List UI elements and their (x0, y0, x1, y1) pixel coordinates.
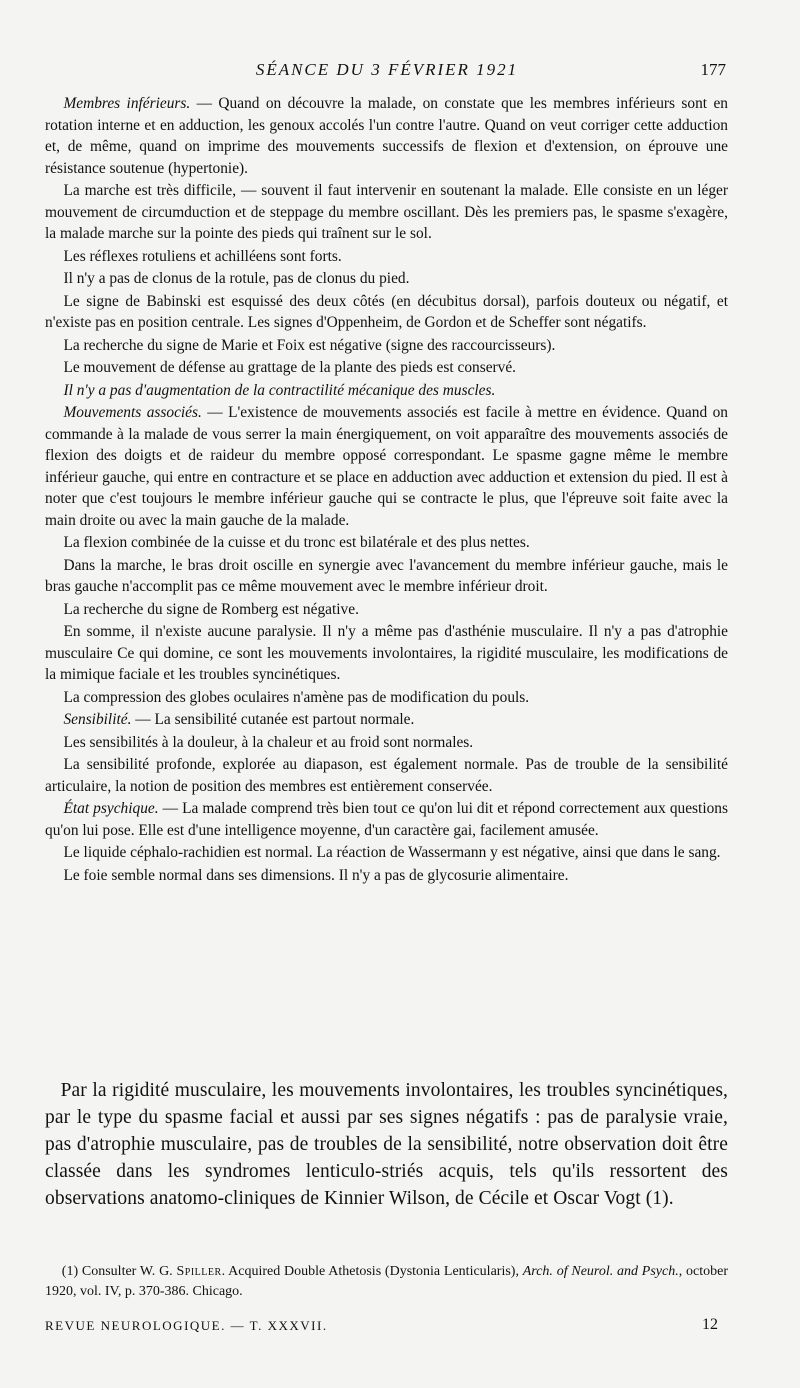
footnote-pre: (1) Consulter W. G. (61, 1264, 177, 1279)
paragraph (45, 532, 728, 554)
paragraph-lead: Sensibilité. (63, 711, 132, 728)
paragraph (45, 246, 728, 268)
paragraph (45, 842, 728, 864)
paragraph-text: Le foie semble normal dans ses dimensions. Il n'y a pas de glycosurie alimentaire. (63, 866, 569, 884)
running-title: SÉANCE DU 3 FÉVRIER 1921 (255, 60, 519, 79)
paragraph-text: Le liquide céphalo-rachidien est normal. La réaction de Wassermann y est négative, ainsi que dans le sang. (63, 844, 721, 861)
paragraph-lead: Membres inférieurs. (63, 95, 191, 112)
paragraph-text: Les réflexes rotuliens et achilléens sont forts. (63, 247, 342, 265)
paragraph (45, 402, 728, 531)
paragraph (45, 93, 728, 179)
paragraph-text: Il n'y a pas de clonus de la rotule, pas de clonus du pied. (63, 270, 410, 287)
paragraph-text: — La malade comprend très bien tout ce qu'on lui dit et répond correctement aux questions qu'on lui pose. Elle est d'une intelligence moyenne, d'un caractère gai, facilement amusée. (45, 800, 728, 839)
paragraph-text: La compression des globes oculaires n'amène pas de modification du pouls. (63, 688, 530, 706)
conclusion-paragraph (45, 1077, 728, 1212)
paragraph-text: Dans la marche, le bras droit oscille en synergie avec l'avancement du membre inférieur gauche, mais le bras gauche n'accomplit pas ce même mouvement avec le membre inférieur droit. (45, 556, 728, 595)
page-footer (45, 1318, 728, 1334)
footnote-author: Spiller (176, 1264, 222, 1279)
paragraph-text: La recherche du signe de Marie et Foix est négative (signe des raccourcisseurs). (63, 336, 556, 354)
paragraph (45, 798, 728, 841)
paragraph (45, 380, 728, 402)
paragraph-lead: État psychique. (63, 800, 159, 817)
paragraph (45, 335, 728, 357)
paragraph-text: En somme, il n'existe aucune paralysie. Il n'y a même pas d'asthénie musculaire. Il n'y a pas d'atrophie musculaire Ce qui domine, ce sont les mouvements involontaires, la rigidité musculaire, les modifications de la mimique faciale et les troubles syncinétiques. (45, 623, 728, 683)
paragraph-text: — La sensibilité cutanée est partout normale. (131, 711, 415, 728)
body-text (45, 93, 728, 886)
paragraph-text: Les sensibilités à la douleur, à la chaleur et au froid sont normales. (63, 733, 474, 751)
paragraph-text: Le signe de Babinski est esquissé des deux côtés (en décubitus dorsal), parfois douteux ou négatif, et n'existe pas en position centrale. Les signes d'Oppenheim, de Gordon et de Scheffer sont négatifs. (45, 292, 728, 331)
paragraph (45, 357, 728, 379)
paragraph (45, 709, 728, 731)
paragraph (45, 268, 728, 290)
signature-number: 12 (702, 1316, 718, 1333)
footnote-journal: Arch. of Neurol. and Psych. (522, 1264, 679, 1279)
footnote-details: , october 1920, vol. IV, p. 370-386. Chicago. (45, 1264, 728, 1299)
paragraph (45, 180, 728, 245)
paragraph-text: — L'existence de mouvements associés est facile à mettre en évidence. Quand on commande à la malade de vous serrer la main énergiquement, on voit apparaître des mouvements associés de flexion des doigts et de raideur du membre opposé correspondant. Le spasme gagne même le membre inférieur gauche, qui entre en contracture et se place en adduction avec adduction et extension du pied. Il est à noter que c'est toujours le membre inférieur gauche qui se contracte le plus, que l'épreuve soit faite avec la main droite ou avec la main gauche de la malade. (45, 404, 728, 529)
page-number: 177 (700, 60, 726, 79)
paragraph-text: Le mouvement de défense au grattage de la plante des pieds est conservé. (63, 359, 517, 376)
footer-journal: REVUE NEUROLOGIQUE. — T. XXXVII. (45, 1318, 328, 1333)
paragraph (45, 865, 728, 887)
paragraph (45, 599, 728, 621)
paragraph (45, 621, 728, 686)
footnote (45, 1262, 728, 1302)
paragraph (45, 754, 728, 797)
paragraph (45, 291, 728, 334)
paragraph-text: La marche est très difficile, — souvent il faut intervenir en soutenant la malade. Elle consiste en un léger mouvement de circumduction et de steppage du membre oscillant. Dès les premiers pas, le spasme s'exagère, la malade marche sur la pointe des pieds qui traînent sur le sol. (45, 182, 728, 242)
footnote-title: . Acquired Double Athetosis (Dystonia Lenticularis), (221, 1264, 523, 1279)
paragraph (45, 555, 728, 598)
paragraph-lead: Mouvements associés. (63, 404, 202, 421)
paragraph-text: La flexion combinée de la cuisse et du tronc est bilatérale et des plus nettes. (63, 534, 530, 551)
paragraph-lead: Il n'y a pas d'augmentation de la contractilité mécanique des muscles. (63, 381, 496, 399)
conclusion-text: Par la rigidité musculaire, les mouvements involontaires, les troubles syncinétiques, par le type du spasme facial et aussi par ses signes négatifs : pas de paralysie vraie, pas d'atrophie musculaire, pas de troubles de la sensibilité, notre observation doit être classée dans les syndromes lenticulo-striés acquis, tels qu'ils ressortent des observations anatomo-cliniques de Kinnier Wilson, de Cécile et Oscar Vogt (1). (45, 1080, 728, 1209)
paragraph (45, 732, 728, 754)
paragraph-text: La sensibilité profonde, explorée au diapason, est également normale. Pas de trouble de la sensibilité articulaire, la notion de position des membres est entièrement conservée. (45, 756, 728, 795)
paragraph (45, 687, 728, 709)
paragraph-text: — Quand on découvre la malade, on constate que les membres inférieurs sont en rotation interne et en adduction, les genoux accolés l'un contre l'autre. Quand on veut corriger cette adduction et, de même, quand on imprime des mouvements successifs de flexion et d'extension, on éprouve une résistance soutenue (hypertonie). (45, 95, 728, 177)
paragraph-text: La recherche du signe de Romberg est négative. (63, 600, 359, 618)
footnote-text (45, 1262, 728, 1302)
